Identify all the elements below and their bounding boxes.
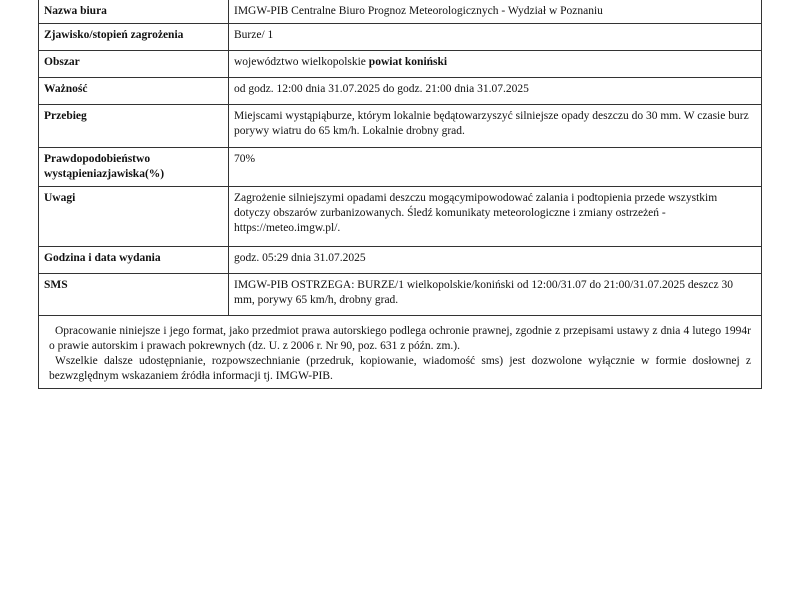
row-label-remarks: Uwagi [39,187,229,247]
row-value-course: Miejscami wystąpiąburze, którym lokalnie będątowarzyszyć silniejsze opady deszczu do 30 mm. W czasie burz porywy wiatru do 65 km/h. Lokalnie drobny grad. [229,105,762,148]
table-row [39,0,762,24]
table-row [39,316,762,389]
table-row [39,247,762,274]
table-row [39,105,762,148]
table-row [39,24,762,51]
row-label-phenomenon: Zjawisko/stopień zagrożenia [39,24,229,51]
row-value-validity: od godz. 12:00 dnia 31.07.2025 do godz. 21:00 dnia 31.07.2025 [229,78,762,105]
row-label-sms: SMS [39,274,229,316]
row-value-probability: 70% [229,148,762,187]
distribution-text: Wszelkie dalsze udostępnianie, rozpowszechnianie (przedruk, kopiowanie, wiadomość sms) jest dozwolone wyłącznie w formie dosłownej z bezwzględnym wskazaniem źródła informacji tj. IMGW-PIB. [49,355,751,382]
table-row [39,148,762,187]
row-label-probability: Prawdopodobieństwo wystąpieniazjawiska(%) [39,148,229,187]
copyright-notice [39,316,762,389]
area-county: powiat koniński [368,56,448,68]
table-row [39,51,762,78]
area-region: województwo wielkopolskie [234,56,369,68]
row-label-course: Przebieg [39,105,229,148]
row-value-remarks: Zagrożenie silniejszymi opadami deszczu mogącymipowodować zalania i podtopienia przede wszystkim dotyczy obszarów zurbanizowanych. Śledź komunikaty meteorologiczne i zmiany ostrzeżeń - https://meteo.imgw.pl/. [229,187,762,247]
row-value-sms: IMGW-PIB OSTRZEGA: BURZE/1 wielkopolskie/koniński od 12:00/31.07 do 21:00/31.07.2025 deszcz 30 mm, porywy 65 km/h, drobny grad. [229,274,762,316]
table-row [39,187,762,247]
row-label-validity: Ważność [39,78,229,105]
table-row [39,274,762,316]
row-value-issued: godz. 05:29 dnia 31.07.2025 [229,247,762,274]
row-value-phenomenon: Burze/ 1 [229,24,762,51]
table-row [39,78,762,105]
row-label-issued: Godzina i data wydania [39,247,229,274]
row-label-area: Obszar [39,51,229,78]
row-label-office: Nazwa biura [39,0,229,24]
warning-table [38,0,762,389]
row-value-office: IMGW-PIB Centralne Biuro Prognoz Meteorologicznych - Wydział w Poznaniu [229,0,762,24]
row-value-area [229,51,762,78]
copyright-text: Opracowanie niniejsze i jego format, jako przedmiot prawa autorskiego podlega ochronie prawnej, zgodnie z przepisami ustawy z dnia 4 lutego 1994r o prawie autorskim i prawach pokrewnych (dz. U. z 2006 r. Nr 90, poz. 631 z późn. zm.). [49,325,751,352]
